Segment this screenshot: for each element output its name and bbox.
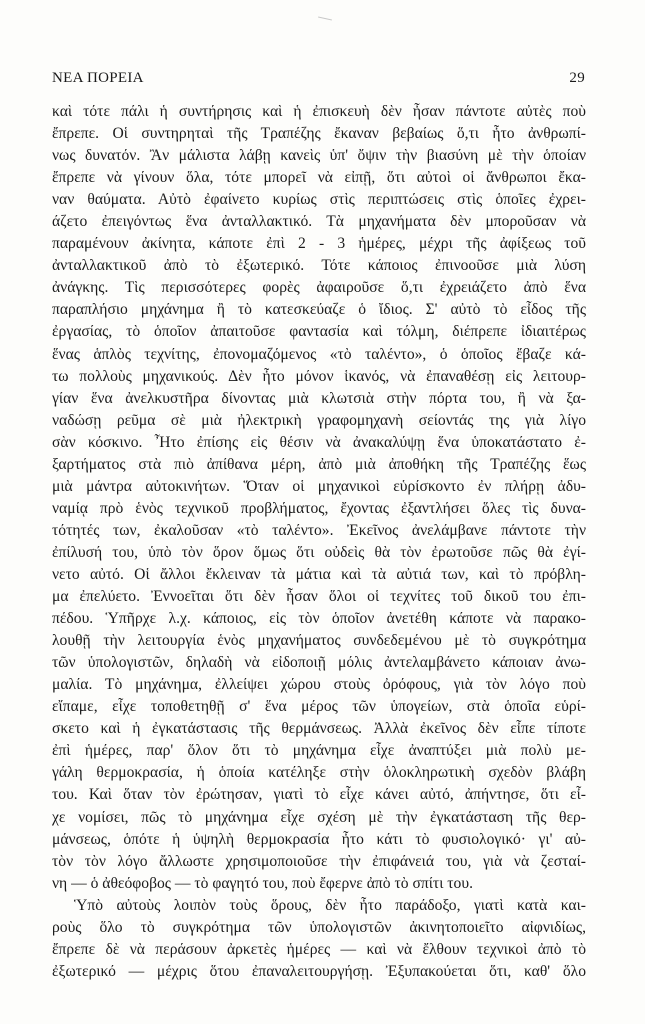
body-text (52, 101, 586, 983)
scan-artifact (318, 17, 332, 21)
text-line: τω πολλοὺς μηχανικούς. Δὲν ἦτο μόνον ἱκανός, νὰ ἐπαναθέσῃ εἰς λειτουρ- (52, 367, 586, 385)
text-line: ἔπρεπε νὰ γίνουν ὅλα, τότε μπορεῖ νὰ εἰπῇ, ὅτι αὐτοὶ οἱ ἄνθρωποι ἔκα- (52, 169, 586, 187)
text-line: Ὑπὸ αὐτοὺς λοιπὸν τοὺς ὅρους, δὲν ἦτο παράδοξο, γιατὶ κατὰ και- (74, 896, 586, 914)
text-line: ναμίᾳ πρὸ ἑνὸς τεχνικοῦ προβλήματος, ἔχοντας ἐξαντλήσει ὅλες τὶς δυνα- (52, 499, 586, 517)
text-line: μάνσεως, ὁπότε ἡ ὑψηλὴ θερμοκρασία ἦτο κάτι τὸ φυσιολογικό· γι' αὐ- (52, 830, 586, 848)
text-line: μαλία. Τὸ μηχάνημα, ἐλλείψει χώρου στοὺς ὀρόφους, γιὰ τὸν λόγο ποὺ (52, 676, 586, 694)
text-line: νως δυνατόν. Ἂν μάλιστα λάβῃ κανεὶς ὑπ' ὄψιν τὴν βιασύνη μὲ τὴν ὁποίαν (52, 147, 586, 165)
running-title: ΝΕΑ ΠΟΡΕΙΑ (52, 70, 144, 86)
text-line: ναδώσῃ ρεῦμα σὲ μιὰ ἠλεκτρικὴ γραφομηχανὴ σείοντάς της γιὰ λίγο (52, 411, 586, 429)
text-line: ἐπὶ ἡμέρες, παρ' ὅλον ὅτι τὸ μηχάνημα εἶχε ἀναπτύξει μιὰ πολὺ με- (52, 742, 586, 760)
running-header (52, 70, 585, 90)
text-line: τότητές των, ἐκαλοῦσαν «τὸ ταλέντο». Ἐκεῖνος ἀνελάμβανε πάντοτε τὴν (52, 521, 586, 539)
text-line: ροὺς ὅλο τὸ συγκρότημα τῶν ὑπολογιστῶν ἀκινητοποιεῖτο αἰφνιδίως, (52, 918, 586, 936)
text-line: γίαν ἕνα ἀνελκυστῆρα δίνοντας μιὰ κλωτσιὰ στὴν πόρτα του, ἢ νὰ ξα- (52, 389, 586, 407)
text-line: τὸν τὸν λόγο ἄλλωστε χρησιμοποιοῦσε τὴν ἐπιφάνειά του, γιὰ νὰ ζεσταί- (52, 852, 586, 870)
text-line: τῶν ὑπολογιστῶν, δηλαδὴ νὰ εἰδοποιῇ μόλις ἀντελαμβάνετο κάποιαν ἀνω- (52, 654, 586, 672)
text-line: λουθῇ τὴν λειτουργία ἑνὸς μηχανήματος συνδεδεμένου μὲ τὸ συγκρότημα (52, 632, 586, 650)
text-line: μιὰ μάντρα αὐτοκινήτων. Ὅταν οἱ μηχανικοὶ εὑρίσκοντο ἐν πλήρῃ ἀδυ- (52, 477, 586, 495)
text-line: του. Καὶ ὅταν τὸν ἐρώτησαν, γιατὶ τὸ εἶχε κάνει αὐτό, ἀπήντησε, ὅτι εἶ- (52, 786, 586, 804)
text-line: σὰν κόσκινο. Ἦτο ἐπίσης εἰς θέσιν νὰ ἀνακαλύψῃ ἕνα ὑποκατάστατο ἐ- (52, 433, 586, 451)
text-line: γάλη θερμοκρασία, ἡ ὁποία κατέληξε στὴν ὁλοκληρωτικὴ σχεδὸν βλάβη (52, 764, 586, 782)
text-line: νετο αὐτό. Οἱ ἄλλοι ἔκλειναν τὰ μάτια καὶ τὰ αὐτιά των, καὶ τὸ πρόβλη- (52, 565, 586, 583)
text-line: νη — ὁ ἀθεόφοβος — τὸ φαγητό του, ποὺ ἔφερνε ἀπὸ τὸ σπίτι του. (52, 874, 473, 892)
paragraph (52, 101, 586, 895)
text-line: καὶ τότε πάλι ἡ συντήρησις καὶ ἡ ἐπισκευὴ δὲν ἦσαν πάντοτε αὐτὲς ποὺ (52, 103, 586, 120)
text-line: ξαρτήματος στὰ πιὸ ἀπίθανα μέρη, ἀπὸ μιὰ ἀποθήκη τῆς Τραπέζης ἕως (52, 455, 586, 473)
text-line: ἐργασίας, τὸ ὁποῖον ἀπαιτοῦσε φαντασία καὶ τόλμη, διέπρεπε ἰδιαιτέρως (52, 323, 586, 341)
text-line: μα ἐπελύετο. Ἐννοεῖται ὅτι δὲν ἦσαν ὅλοι οἱ τεχνίτες τοῦ δικοῦ του ἐπι- (52, 588, 586, 606)
text-line: ἀνταλλακτικοῦ ἀπὸ τὸ ἐξωτερικό. Τότε κάποιος ἐπινοοῦσε μιὰ λύση (52, 257, 586, 275)
text-line: ἔπρεπε δὲ νὰ περάσουν ἀρκετὲς ἡμέρες — καὶ νὰ ἔλθουν τεχνικοὶ ἀπὸ τὸ (52, 940, 586, 958)
text-line: σκετο καὶ ἡ ἐγκατάστασις τῆς θερμάνσεως. Ἀλλὰ ἐκεῖνος δὲν εἶπε τίποτε (52, 720, 586, 738)
text-line: ἕνας ἁπλὸς τεχνίτης, ἐπονομαζόμενος «τὸ ταλέντο», ὁ ὁποῖος ἔβαζε κά- (52, 345, 586, 363)
text-line: ἐξωτερικό — μέχρις ὅτου ἐπαναλειτουργήσῃ. Ἐξυπακούεται ὅτι, καθ' ὅλο (52, 962, 586, 980)
text-line: ναν θαύματα. Αὐτὸ ἐφαίνετο κυρίως στὶς περιπτώσεις στὶς ὁποῖες ἐχρει- (52, 191, 586, 209)
text-line: πέδου. Ὑπῆρχε λ.χ. κάποιος, εἰς τὸν ὁποῖον ἀνετέθη κάποτε νὰ παρακο- (52, 610, 586, 628)
text-line: εἴπαμε, εἶχε τοποθετηθῇ σ' ἕνα μέρος τῶν ὑπογείων, στὰ ὁποῖα εὑρί- (52, 698, 586, 716)
paragraph (52, 895, 586, 983)
text-line: χε νομίσει, πῶς τὸ μηχάνημα εἶχε σχέση μὲ τὴν ἐγκατάσταση τῆς θερ- (52, 808, 586, 826)
page-number: 29 (569, 70, 585, 86)
text-line: ἀνάγκης. Τὶς περισσότερες φορὲς ἀφαιροῦσε ὅ,τι ἐχρειάζετο ἀπὸ ἕνα (52, 279, 586, 297)
text-line: παραμένουν ἀκίνητα, κάποτε ἐπὶ 2 - 3 ἡμέρες, μέχρι τῆς ἀφίξεως τοῦ (52, 235, 586, 253)
text-line: ἔπρεπε. Οἱ συντηρηταὶ τῆς Τραπέζης ἔκαναν βεβαίως ὅ,τι ἦτο ἀνθρωπί- (52, 125, 586, 143)
text-line: άζετο ἐπειγόντως ἕνα ἀνταλλακτικό. Τὰ μηχανήματα δὲν μποροῦσαν νὰ (52, 213, 586, 231)
text-line: παραπλήσιο μηχάνημα ἢ τὸ κατεσκεύαζε ὁ ἴδιος. Σ' αὐτὸ τὸ εἶδος τῆς (52, 301, 586, 319)
text-line: ἐπίλυσή του, ὑπὸ τὸν ὅρον ὅμως ὅτι οὐδεὶς θὰ τὸν ἐρωτοῦσε πῶς θὰ ἐγί- (52, 543, 586, 561)
